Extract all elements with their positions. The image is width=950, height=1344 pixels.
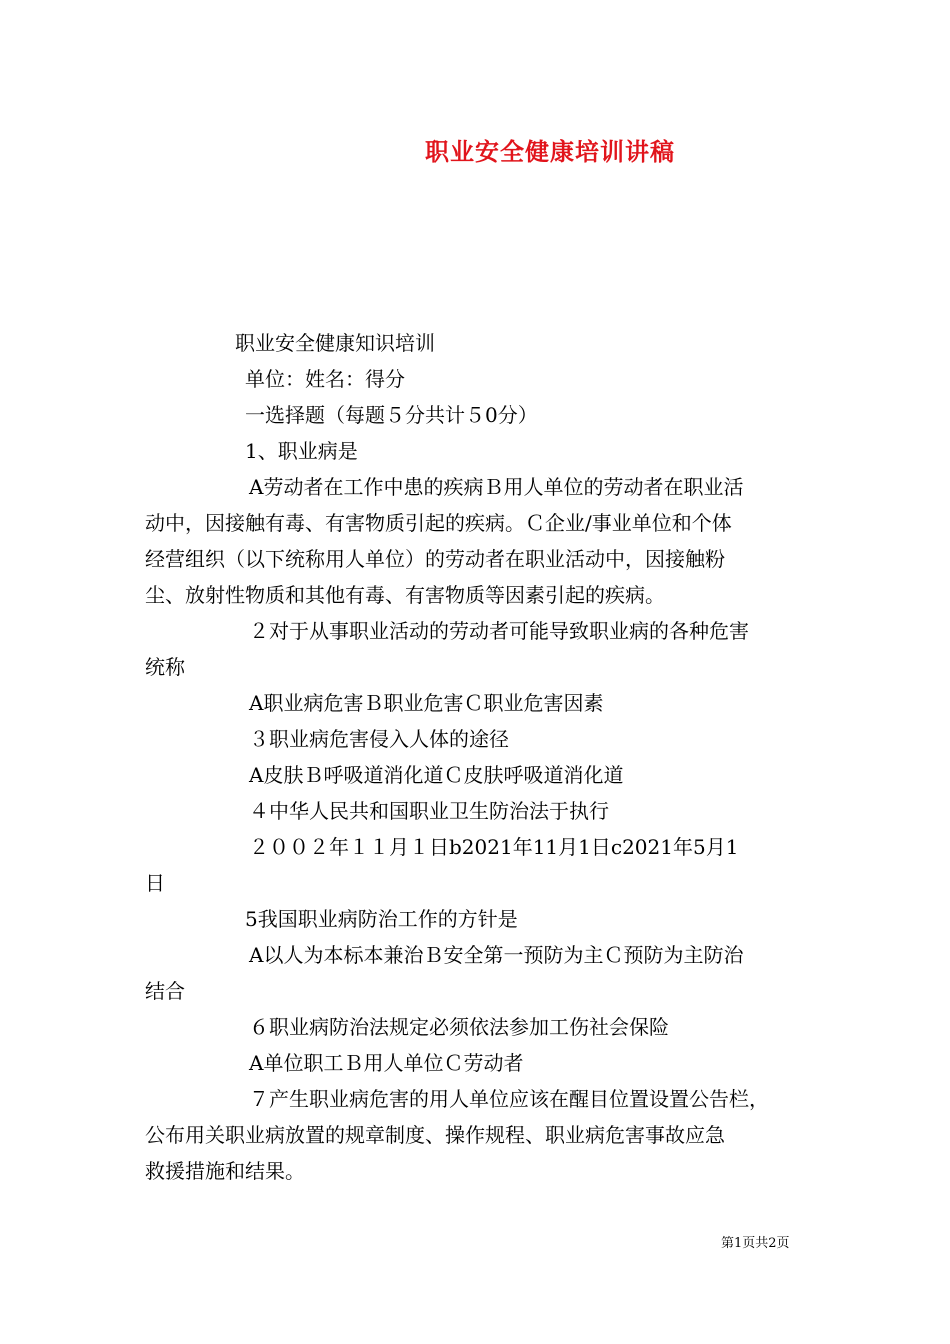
text-line: ６职业病防治法规定必须依法参加工伤社会保险 xyxy=(249,1015,669,1039)
text-line: A以人为本标本兼治Ｂ安全第一预防为主Ｃ预防为主防治 xyxy=(249,943,744,967)
text-line: A单位职工Ｂ用人单位Ｃ劳动者 xyxy=(249,1051,524,1075)
text-line: A职业病危害Ｂ职业危害Ｃ职业危害因素 xyxy=(249,691,604,715)
text-line: 经营组织（以下统称用人单位）的劳动者在职业活动中，因接触粉 xyxy=(145,547,725,571)
page-number: 第1页共2页 xyxy=(721,1236,790,1251)
text-line: 一选择题（每题５分共计５0分） xyxy=(245,403,538,427)
text-line: ２００２年１１月１日b2021年11月1日c2021年5月1 xyxy=(249,835,739,859)
text-line: 单位：姓名：得分 xyxy=(245,367,405,391)
text-line: A劳动者在工作中患的疾病Ｂ用人单位的劳动者在职业活 xyxy=(249,475,744,499)
text-line: ２对于从事职业活动的劳动者可能导致职业病的各种危害 xyxy=(249,619,749,643)
text-line: 结合 xyxy=(145,979,185,1003)
document-body xyxy=(145,325,810,1189)
text-line: A皮肤Ｂ呼吸道消化道Ｃ皮肤呼吸道消化道 xyxy=(249,763,624,787)
text-line: 职业安全健康知识培训 xyxy=(235,331,435,355)
text-line: ４中华人民共和国职业卫生防治法于执行 xyxy=(249,799,609,823)
text-line: ７产生职业病危害的用人单位应该在醒目位置设置公告栏， xyxy=(249,1087,769,1111)
text-line: 1、职业病是 xyxy=(245,439,358,463)
text-line: 尘、放射性物质和其他有毒、有害物质等因素引起的疾病。 xyxy=(145,583,665,607)
text-line: 动中，因接触有毒、有害物质引起的疾病。Ｃ企业/事业单位和个体 xyxy=(145,511,732,535)
text-line: 公布用关职业病放置的规章制度、操作规程、职业病危害事故应急 xyxy=(145,1123,725,1147)
document-title: 职业安全健康培训讲稿 xyxy=(425,137,675,166)
text-line: 救援措施和结果。 xyxy=(145,1159,305,1183)
text-line: 5我国职业病防治工作的方针是 xyxy=(245,907,518,931)
text-line: ３职业病危害侵入人体的途径 xyxy=(249,727,509,751)
text-line: 日 xyxy=(145,871,165,895)
text-line: 统称 xyxy=(145,655,185,679)
